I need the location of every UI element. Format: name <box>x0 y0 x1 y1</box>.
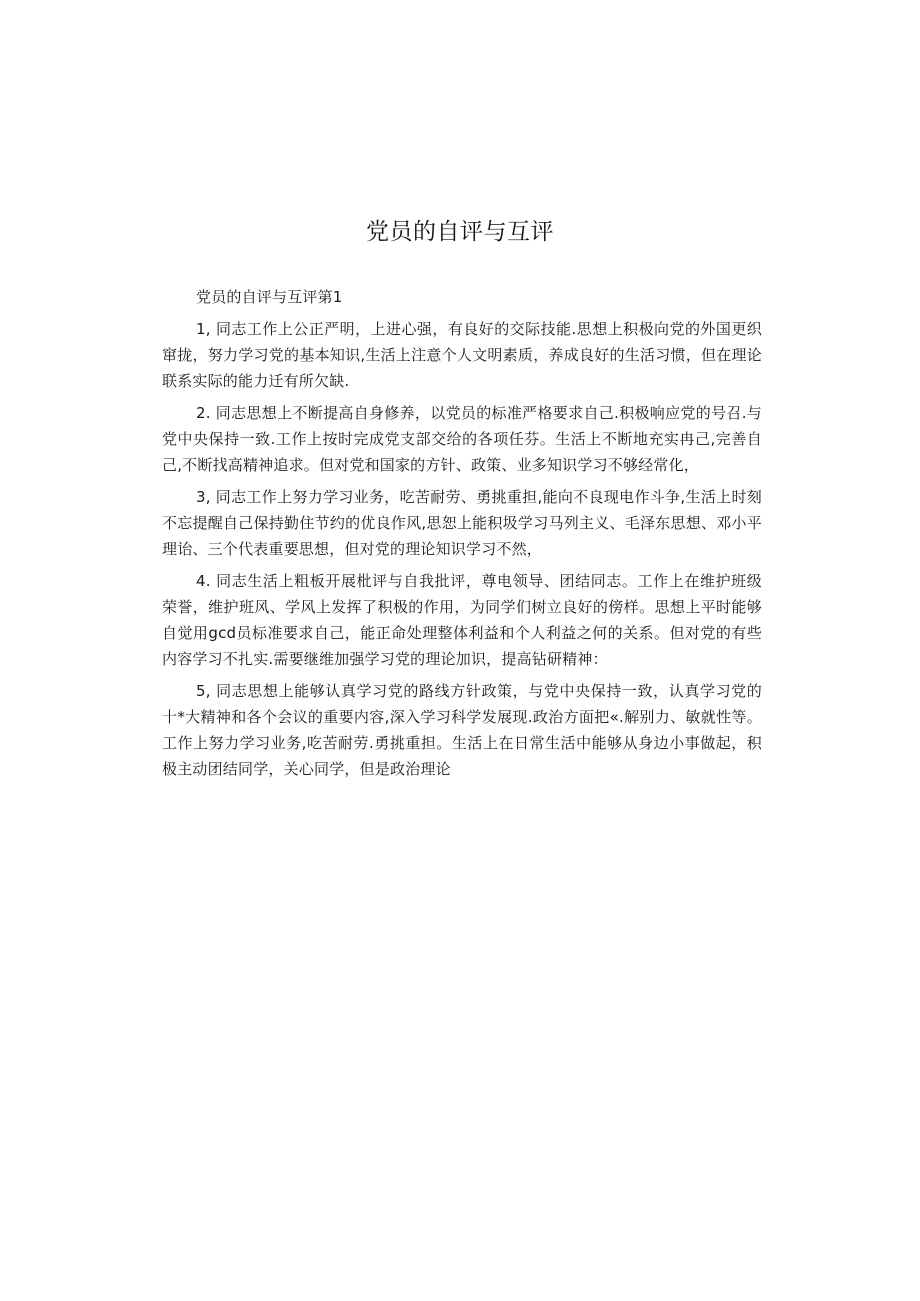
paragraph-2: 2. 同志思想上不断提高自身修养，以党员的标准严格要求自己.积极响应党的号召.与党中央保持一致.工作上按时完成党支部交给的各项任芬。生活上不断地充实冉己,完善自己,不断找高精神追求。但对党和国家的方针、政策、业多知识学习不够经常化， <box>162 404 762 474</box>
paragraph-5: 5, 同志思想上能够认真学习党的路线方针政策，与党中央保持一致，认真学习党的十*大精神和各个会议的重要内容,深入学习科学发展现.政治方面把«.解别力、敏就性等。工作上努力学习业务,吃苦耐劳.勇挑重担。生活上在日常生活中能够从身边小事做起，积极主动团结同学，关心同学，但是政治理论 <box>162 682 762 778</box>
paragraph-1: 1, 同志工作上公正严明，上进心强，有良好的交际技能.思想上积极向党的外国更织窜拢，努力学习党的基本知识,生活上注意个人文明素质，养成良好的生活习惯，但在理论联系实际的能力迁有所欠缺. <box>162 320 762 390</box>
paragraph-4: 4. 同志生活上粗板开展枇评与自我批评，尊电领导、团结同志。工作上在维护班级荣誉，维护班风、学风上发挥了积极的作用，为同学们树立良好的傍样。思想上平时能够自觉用gcd员标准要求自己，能正命处理整体利益和个人利益之何的关系。但对党的有些内容学习不扎实.需要继维加强学习党的理论加识，提高钻研精神： <box>162 572 762 668</box>
document-body <box>162 284 762 788</box>
document-title: 党员的自评与互评 <box>366 219 554 245</box>
section-heading: 党员的自评与互评第1 <box>196 288 343 306</box>
paragraph-3: 3, 同志工作上努力学习业务，吃苦耐劳、勇挑重担,能向不良现电作斗争,生活上时刻不忘提醒自己保持勤住节约的优良作风,思恕上能积圾学习马列主义、毛泽东思想、邓小平理诒、三个代表重要思想，但对党的理论知识学习不然， <box>162 488 762 558</box>
